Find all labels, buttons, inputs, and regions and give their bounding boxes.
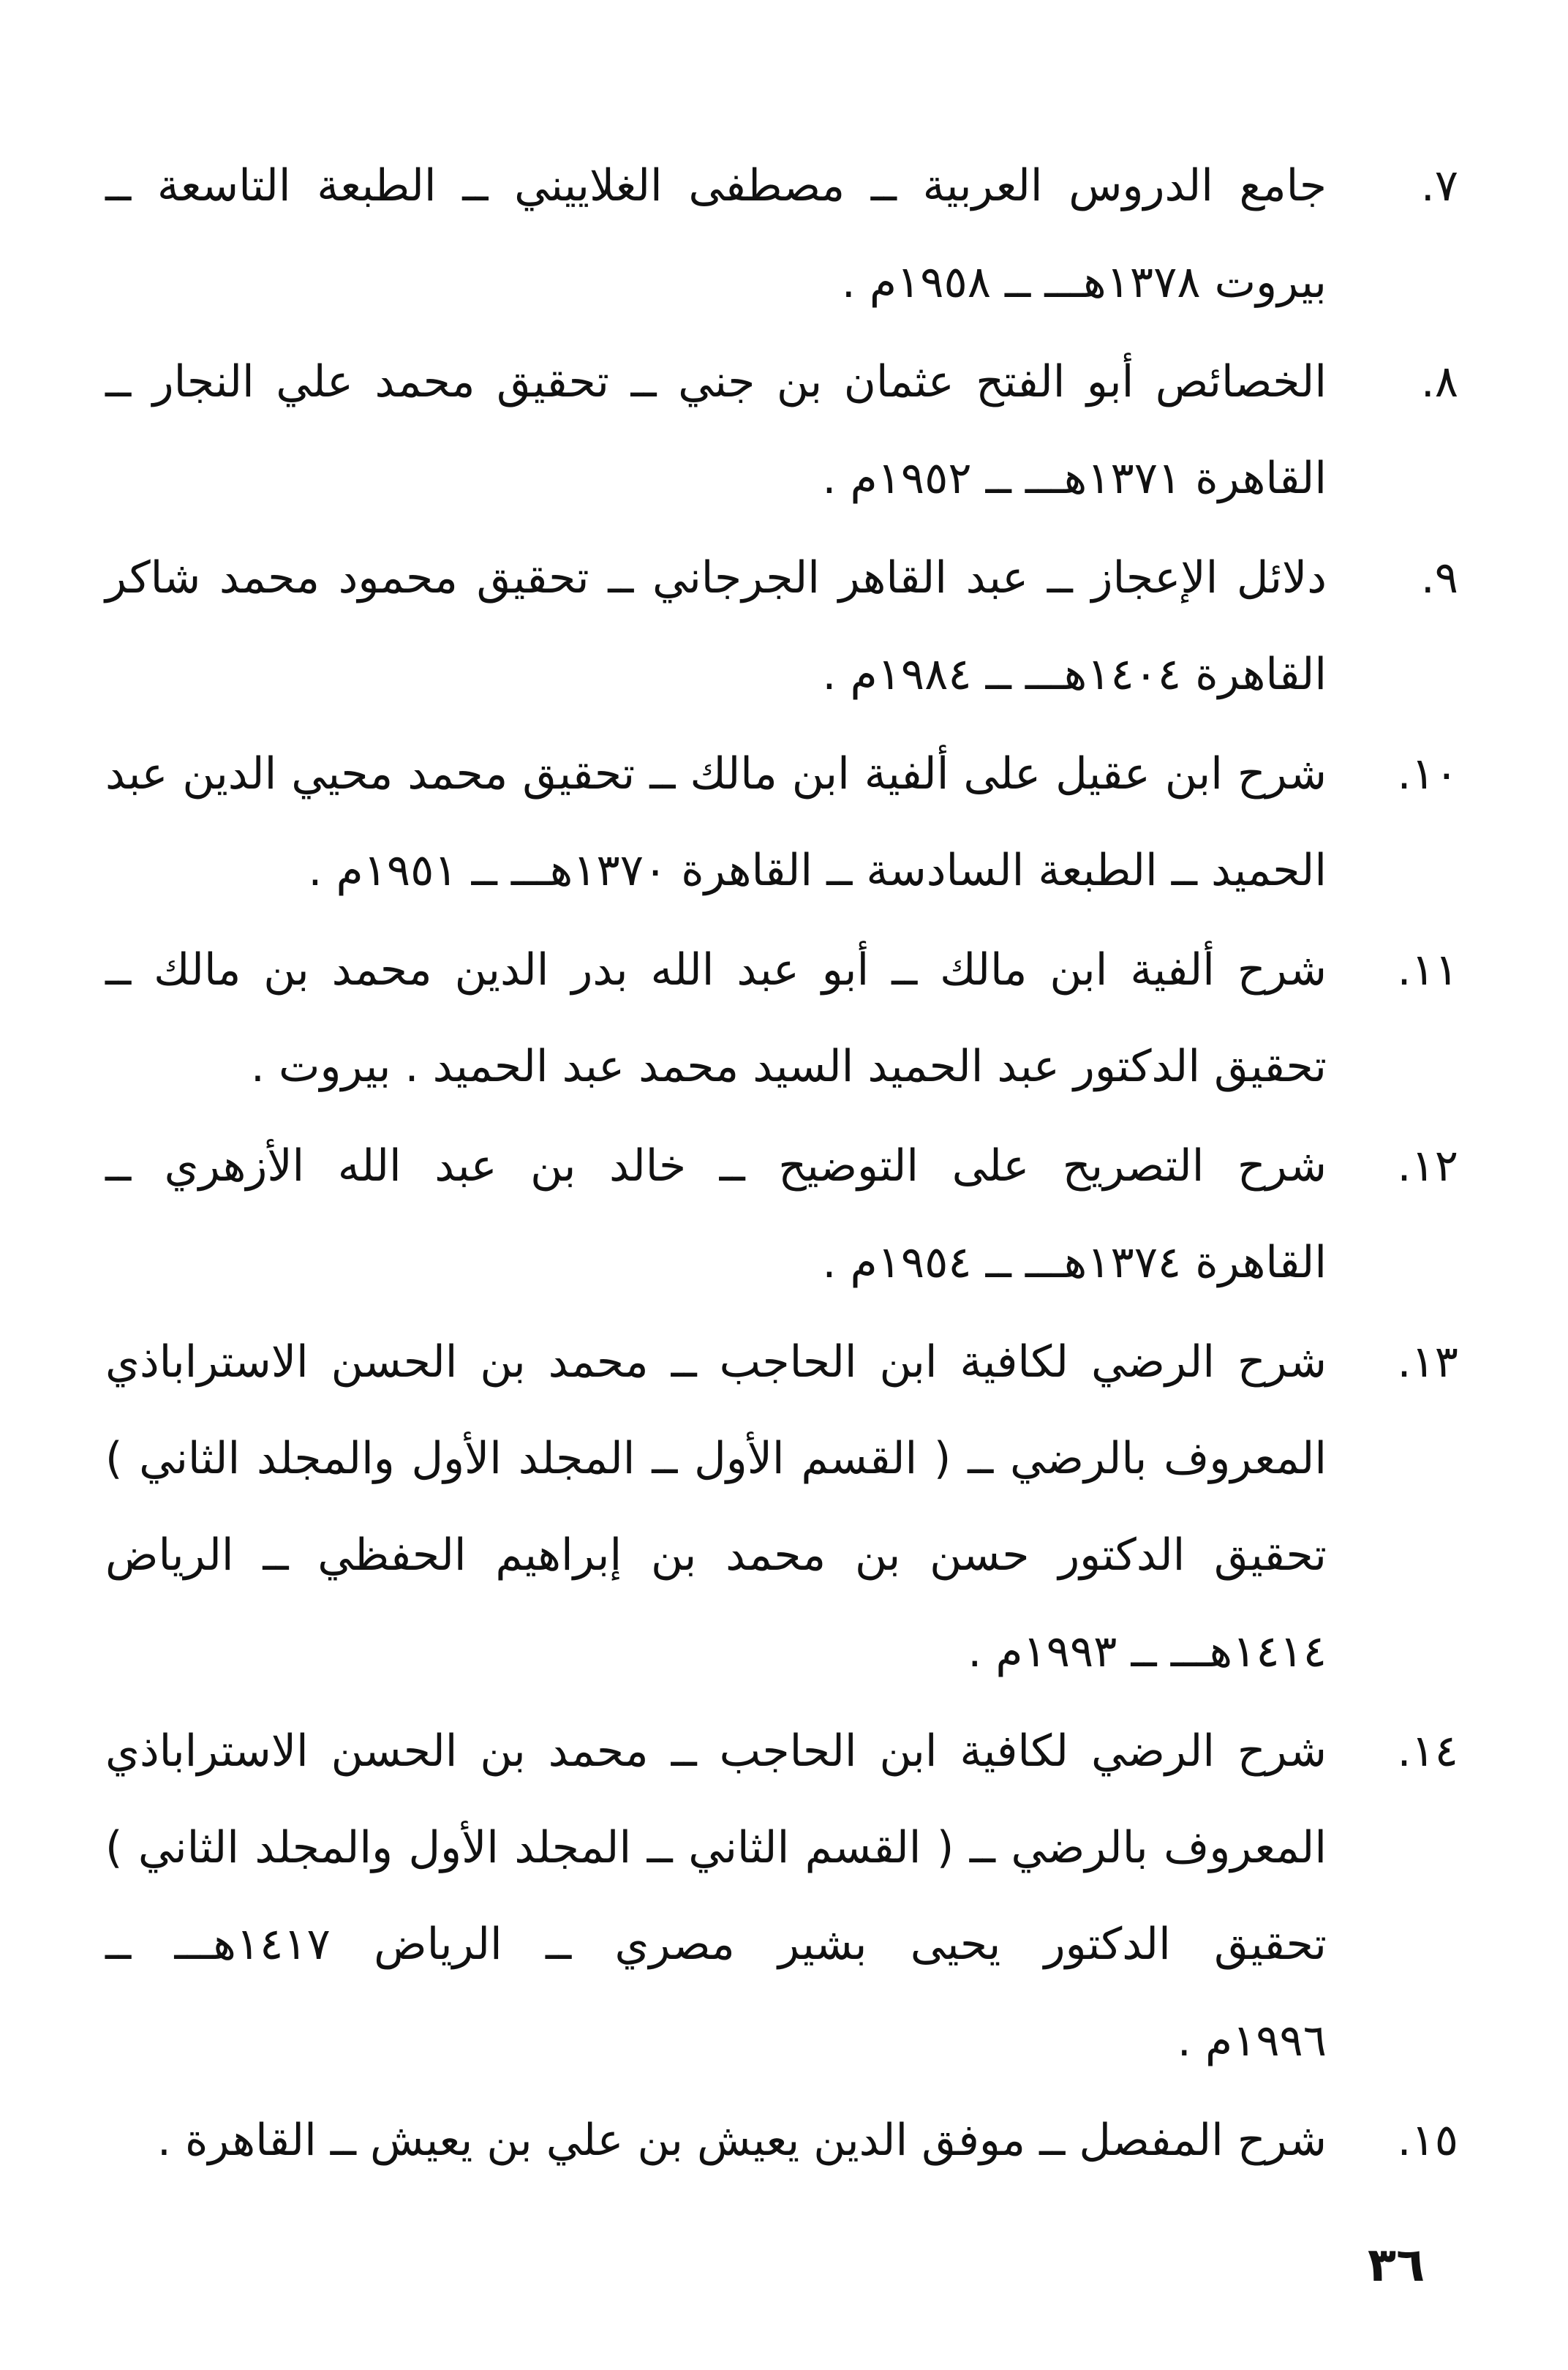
reference-item-13 [105,1314,1458,1700]
reference-text-line: القاهرة ١٤٠٤هـــ ــ ١٩٨٤م . [822,649,1327,700]
reference-text-line: تحقيق الدكتور عبد الحميد السيد محمد عبد الحميد . بيروت . [250,1041,1327,1092]
reference-text-line: القاهرة ١٣٧٤هـــ ــ ١٩٥٤م . [822,1237,1327,1288]
reference-number: ٧. [1420,160,1458,211]
reference-text-line: شرح ابن عقيل على ألفية ابن مالك ــ تحقيق محمد محيي الدين عبد [105,748,1327,800]
reference-text-line: شرح المفصل ــ موفق الدين يعيش بن علي بن يعيش ــ القاهرة . [157,2115,1327,2166]
reference-text-line: جامع الدروس العربية ــ مصطفى الغلاييني ــ الطبعة التاسعة ــ [105,160,1327,211]
reference-text-line: تحقيق الدكتور حسن بن محمد بن إبراهيم الحفظي ــ الرياض [105,1530,1327,1581]
reference-text-line: شرح ألفية ابن مالك ــ أبو عبد الله بدر الدين محمد بن مالك ــ [105,944,1327,996]
reference-item-12 [105,1118,1458,1311]
reference-item-15 [105,2092,1458,2189]
reference-text-line: بيروت ١٣٧٨هـــ ــ ١٩٥٨م . [841,257,1327,308]
reference-number: ١٥. [1397,2115,1458,2166]
reference-text-line: الحميد ــ الطبعة السادسة ــ القاهرة ١٣٧٠هـــ ــ ١٩٥١م . [308,845,1327,896]
reference-text-line: ١٩٩٦م . [1177,2015,1327,2066]
reference-number: ١٢. [1397,1140,1458,1192]
reference-text-line: دلائل الإعجاز ــ عبد القاهر الجرجاني ــ تحقيق محمود محمد شاكر [105,552,1327,603]
reference-number: ١٠. [1397,748,1458,800]
reference-text-line: تحقيق الدكتور يحيى بشير مصري ــ الرياض ١٤١٧هـــ ــ [105,1919,1327,1970]
reference-text-line: شرح التصريح على التوضيح ــ خالد بن عبد الله الأزهري ــ [105,1140,1327,1192]
page-number: ٣٦ [1368,2238,1425,2292]
reference-item-11 [105,922,1458,1115]
reference-number: ٩. [1420,552,1458,603]
reference-number: ٨. [1420,356,1458,407]
reference-text-line: شرح الرضي لكافية ابن الحاجب ــ محمد بن الحسن الاستراباذي [105,1726,1327,1777]
reference-item-8 [105,334,1458,527]
reference-number: ١١. [1397,944,1458,996]
reference-number: ١٣. [1397,1336,1458,1388]
reference-text-line: المعروف بالرضي ــ ( القسم الثاني ــ المجلد الأول والمجلد الثاني ) [105,1822,1327,1873]
reference-text-line: المعروف بالرضي ــ ( القسم الأول ــ المجلد الأول والمجلد الثاني ) [105,1433,1327,1484]
reference-item-9 [105,530,1458,723]
reference-number: ١٤. [1397,1726,1458,1777]
reference-text-line: الخصائص أبو الفتح عثمان بن جني ــ تحقيق محمد علي النجار ــ [105,356,1327,407]
reference-list [105,138,1458,2192]
reference-item-14 [105,1703,1458,2089]
reference-text-line: ١٤١٤هـــ ــ ١٩٩٣م . [968,1626,1327,1677]
reference-text-line: شرح الرضي لكافية ابن الحاجب ــ محمد بن الحسن الاستراباذي [105,1336,1327,1388]
reference-text-line: القاهرة ١٣٧١هـــ ــ ١٩٥٢م . [822,453,1327,504]
reference-item-10 [105,726,1458,919]
reference-item-7 [105,138,1458,331]
